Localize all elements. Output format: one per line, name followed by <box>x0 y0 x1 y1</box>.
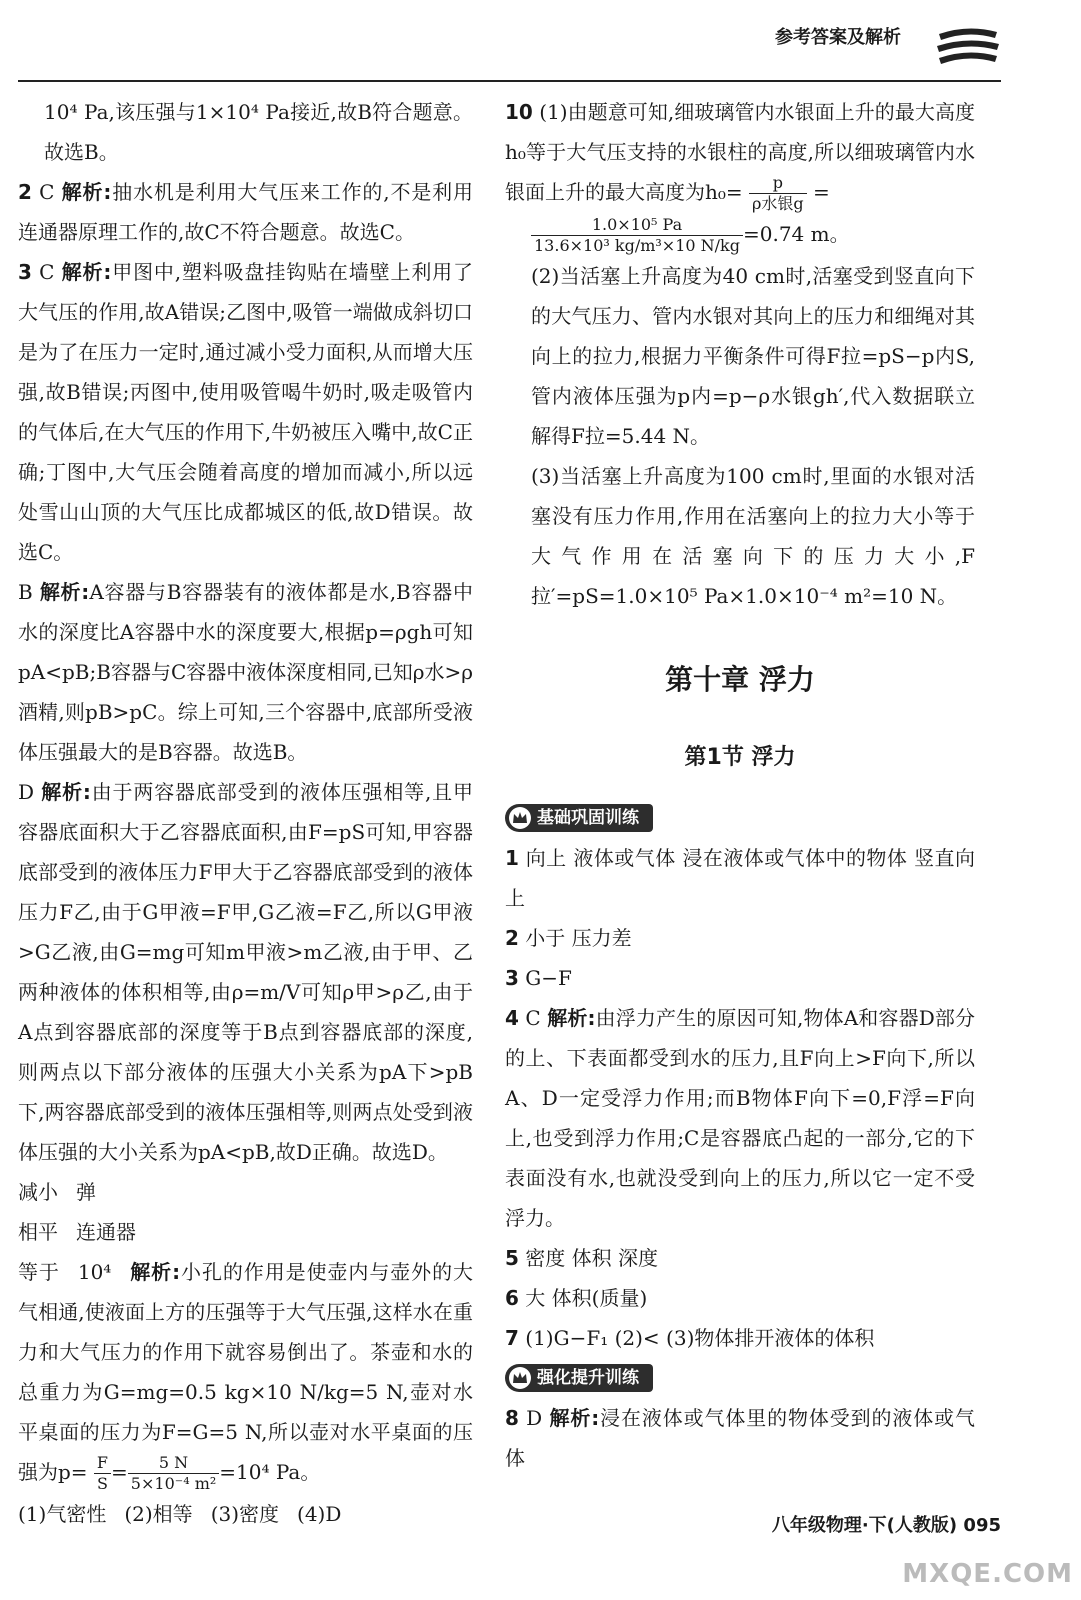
answer-r3: 3 G−F <box>505 966 572 990</box>
watermark: MXQE.COM <box>902 1559 1073 1589</box>
answer-8: 等于 10⁴ 解析:小孔的作用是使壶内与壶外的大气相通,使液面上方的压强等于大气压强,这样水在重力和大气压力的作用下就容易倒出了。茶壶和水的总重力为G=mg=0.5 kg×10 N/kg=5 N,壶对水平桌面的压力为F=G=5 N,所以壶对水平桌面的压强为p= $\frac{F}{S}$ = $\frac{5 N}{\text{5×10⁻⁴ m²}}$ =10⁴ Pa。 <box>18 1260 474 1493</box>
fraction-p-over-rho-g: p ρ水银g <box>749 173 807 214</box>
answer-5: D 解析:由于两容器底部受到的液体压强相等,且甲容器底面积大于乙容器底面积,由F=pS可知,甲容器底部受到的液体压力F甲大于乙容器底部受到的液体压力F乙,由于G甲液=F甲,G乙液=F乙,所以G甲液>G乙液,由G=mg可知m甲液>m乙液,由于甲、乙两种液体的体积相等,由ρ=m/V可知ρ甲>ρ乙,由于A点到容器底部的深度等于B点到容器底部的深度,则两点以下部分液体的压强大小关系为pA下>pB下,两容器底部受到的液体压强相等,则两点处受到液体压强的大小关系为pA<pB,故D正确。故选D。 <box>18 780 473 1164</box>
right-column <box>505 92 975 1478</box>
answer-9: (1)气密性 (2)相等 (3)密度 (4)D <box>18 1502 342 1526</box>
answer-7: 相平 连通器 <box>18 1220 136 1244</box>
fraction-pressure: $\frac{5 N}{\text{5×10⁻⁴ m²}}$ <box>128 1453 219 1494</box>
answer-10-part-2: (2)当活塞上升高度为40 cm时,活塞受到竖直向下的大气压力、管内水银对其向上的压力和细绳对其向上的拉力,根据力平衡条件可得F拉=pS−p内S,管内液体压强为p内=p−ρ水银gh′,代入数据联立解得F拉=5.44 N。 <box>531 264 975 448</box>
footer-text: 八年级物理·下(人教版) <box>771 1515 958 1536</box>
answer-r8: 8 D 解析:浸在液体或气体里的物体受到的液体或气体 <box>505 1406 976 1470</box>
section-badge-basic: 基础巩固训练 <box>505 804 653 832</box>
header-title: 参考答案及解析 <box>775 27 901 48</box>
answer-10-part-3: (3)当活塞上升高度为100 cm时,里面的水银对活塞没有压力作用,作用在活塞向上的拉力大小等于大气作用在活塞向下的压力大小,F拉′=pS=1.0×10⁵ Pa×1.0×10⁻⁴ m²=10 N。 <box>531 464 975 608</box>
answer-r1: 1 向上 液体或气体 浸在液体或气体中的物体 竖直向上 <box>505 846 976 910</box>
chapter-title: 第十章 浮力 <box>665 663 815 696</box>
answer-2: 2 C 解析:抽水机是利用大气压来工作的,不是利用连通器原理工作的,故C不符合题意。故选C。 <box>18 180 474 244</box>
page-footer <box>772 1506 1001 1546</box>
left-column <box>18 92 473 1534</box>
answer-6: 减小 弹 <box>18 1180 96 1204</box>
answer-line-1: 10⁴ Pa,该压强与1×10⁴ Pa接近,故B符合题意。故选B。 <box>44 100 473 164</box>
crown-icon <box>509 807 531 829</box>
answer-r7: 7 (1)G−F₁ (2)< (3)物体排开液体的体积 <box>505 1326 875 1350</box>
page-number: 095 <box>963 1515 1001 1536</box>
fraction-f-over-s: $\frac{F}{S}$ <box>94 1453 111 1494</box>
page-header <box>18 27 1001 82</box>
book-stack-icon <box>933 24 1003 70</box>
answer-3: 3 C 解析:甲图中,塑料吸盘挂钩贴在墙壁上利用了大气压的作用,故A错误;乙图中,吸管一端做成斜切口是为了在压力一定时,通过减小受力面积,从而增大压强,故B错误;丙图中,使用吸管喝牛奶时,吸走吸管内的气体后,在大气压的作用下,牛奶被压入嘴中,故C正确;丁图中,大气压会随着高度的增加而减小,所以远处雪山山顶的大气压比成都城区的低,故D错误。故选C。 <box>18 260 474 564</box>
answer-r4: 4 C 解析:由浮力产生的原因可知,物体A和容器D部分的上、下表面都受到水的压力,且F向上>F向下,所以A、D一定受浮力作用;而B物体F向下=0,F浮=F向上,也受到浮力作用;C是容器底凸起的一部分,它的下表面没有水,也就没受到向上的压力,所以它一定不受浮力。 <box>505 1006 976 1230</box>
answer-4: B 解析:A容器与B容器装有的液体都是水,B容器中水的深度比A容器中水的深度要大,根据p=ρgh可知pA<pB;B容器与C容器中液体深度相同,已知ρ水>ρ酒精,则pB>pC。综上可知,三个容器中,底部所受液体压强最大的是B容器。故选B。 <box>18 580 473 764</box>
crown-icon <box>509 1367 531 1389</box>
fraction-height: $\frac{\text{1.0×10⁵ Pa}}{\text{13.6×10³ kg/m³×10 N/kg}}$ <box>531 215 743 256</box>
answer-10-formula: $\frac{\text{1.0×10⁵ Pa}}{\text{13.6×10³ kg/m³×10 N/kg}}$ =0.74 m。 <box>505 214 975 256</box>
section-title: 第1节 浮力 <box>684 745 796 770</box>
answer-10: 10 (1)由题意可知,细玻璃管内水银面上升的最大高度h₀等于大气压支持的水银柱的高度,所以细玻璃管内水银面上升的最大高度为h₀= p ρ水银g = <box>505 100 976 213</box>
answer-r6: 6 大 体积(质量) <box>505 1286 648 1310</box>
answer-r2: 2 小于 压力差 <box>505 926 632 950</box>
section-badge-advanced: 强化提升训练 <box>505 1364 653 1392</box>
answer-r5: 5 密度 体积 深度 <box>505 1246 658 1270</box>
